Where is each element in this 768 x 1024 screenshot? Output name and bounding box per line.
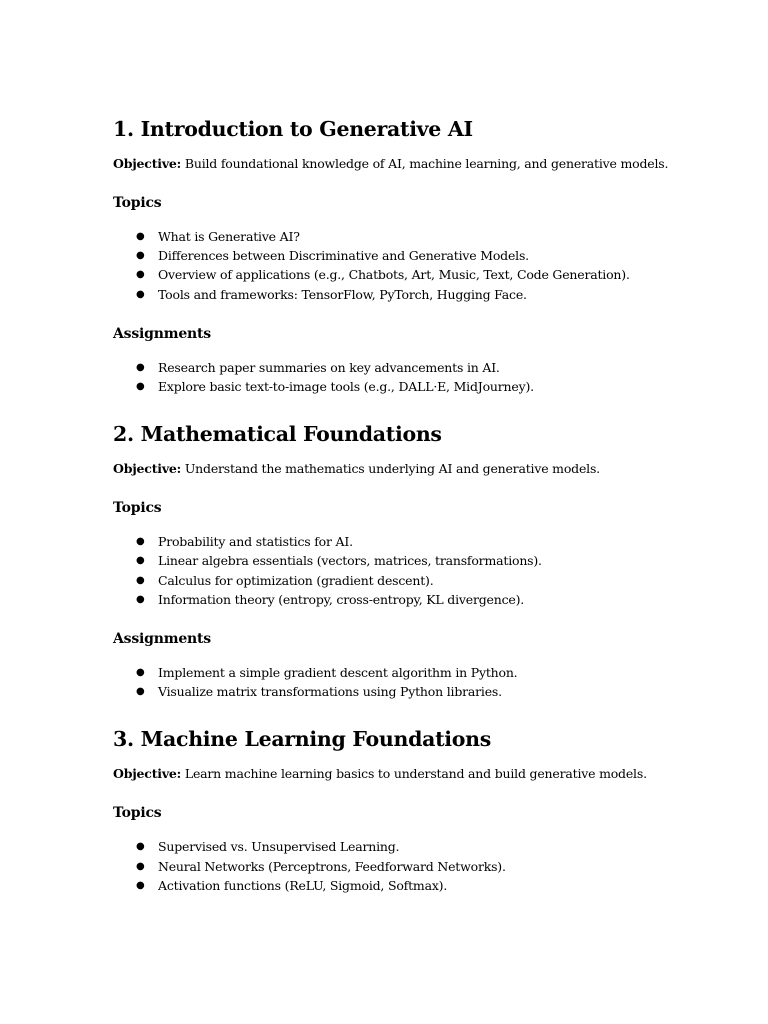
list-item (113, 265, 713, 284)
bullet-icon: ● (136, 593, 145, 605)
list-item (113, 571, 713, 590)
bullet-icon: ● (136, 841, 145, 853)
list-item (113, 663, 713, 682)
list-item (113, 837, 713, 856)
topics-heading: Topics (113, 500, 162, 517)
list-item-text: Activation functions (ReLU, Sigmoid, Softmax). (158, 877, 448, 893)
list-item-text: Supervised vs. Unsupervised Learning. (158, 839, 400, 855)
objective-label: Objective: (113, 156, 182, 171)
assignments-heading: Assignments (113, 631, 211, 648)
objective-text: Understand the mathematics underlying AI and generative models. (181, 461, 600, 477)
list-item (113, 377, 713, 396)
list-item (113, 857, 713, 876)
assignments-heading: Assignments (113, 325, 211, 342)
document-page (113, 115, 713, 895)
section-mathematical-foundations (113, 420, 713, 701)
objective-text: Build foundational knowledge of AI, machine learning, and generative models. (181, 156, 669, 171)
list-item (113, 551, 713, 570)
bullet-icon: ● (136, 686, 145, 698)
list-item (113, 246, 713, 265)
topics-heading: Topics (113, 195, 162, 211)
assignments-list (113, 663, 713, 701)
list-item-text: Tools and frameworks: TensorFlow, PyTorch, Hugging Face. (158, 286, 527, 302)
section-objective (113, 765, 713, 783)
bullet-icon: ● (136, 879, 145, 891)
section-introduction (113, 115, 713, 396)
section-objective (113, 155, 713, 173)
assignments-list (113, 358, 713, 396)
list-item-text: Visualize matrix transformations using Python libraries. (158, 684, 502, 700)
list-item-text: Linear algebra essentials (vectors, matrices, transformations). (158, 553, 542, 569)
bullet-icon: ● (136, 574, 145, 586)
topics-heading: Topics (113, 805, 162, 822)
objective-label: Objective: (113, 461, 182, 477)
objective-label: Objective: (113, 766, 182, 782)
objective-text: Learn machine learning basics to understand and build generative models. (181, 766, 647, 782)
list-item (113, 358, 713, 377)
list-item-text: Information theory (entropy, cross-entropy, KL divergence). (158, 591, 525, 607)
list-item (113, 227, 713, 246)
list-item-text: Calculus for optimization (gradient descent). (158, 572, 434, 588)
bullet-icon: ● (136, 536, 145, 548)
list-item (113, 682, 713, 701)
list-item-text: Differences between Discriminative and Generative Models. (158, 248, 529, 264)
list-item (113, 590, 713, 609)
section-objective (113, 460, 713, 478)
topics-list (113, 227, 713, 304)
bullet-icon: ● (136, 288, 145, 300)
section-title: 1. Introduction to Generative AI (113, 117, 473, 141)
list-item-text: Neural Networks (Perceptrons, Feedforward Networks). (158, 858, 506, 874)
bullet-icon: ● (136, 269, 145, 281)
bullet-icon: ● (136, 250, 145, 262)
section-title: 3. Machine Learning Foundations (113, 727, 491, 752)
list-item-text: What is Generative AI? (158, 229, 300, 244)
section-machine-learning-foundations (113, 725, 713, 895)
bullet-icon: ● (136, 381, 145, 393)
topics-list (113, 837, 713, 895)
list-item-text: Probability and statistics for AI. (158, 534, 353, 550)
list-item (113, 532, 713, 551)
bullet-icon: ● (136, 555, 145, 567)
bullet-icon: ● (136, 860, 145, 872)
list-item-text: Research paper summaries on key advancements in AI. (158, 359, 500, 375)
bullet-icon: ● (136, 667, 145, 679)
list-item-text: Implement a simple gradient descent algorithm in Python. (158, 665, 518, 681)
list-item (113, 285, 713, 304)
list-item (113, 876, 713, 895)
bullet-icon: ● (136, 361, 145, 373)
list-item-text: Explore basic text-to-image tools (e.g., DALL·E, MidJourney). (158, 379, 534, 395)
list-item-text: Overview of applications (e.g., Chatbots, Art, Music, Text, Code Generation). (158, 267, 630, 283)
section-title: 2. Mathematical Foundations (113, 422, 442, 447)
bullet-icon: ● (136, 231, 145, 242)
topics-list (113, 532, 713, 609)
